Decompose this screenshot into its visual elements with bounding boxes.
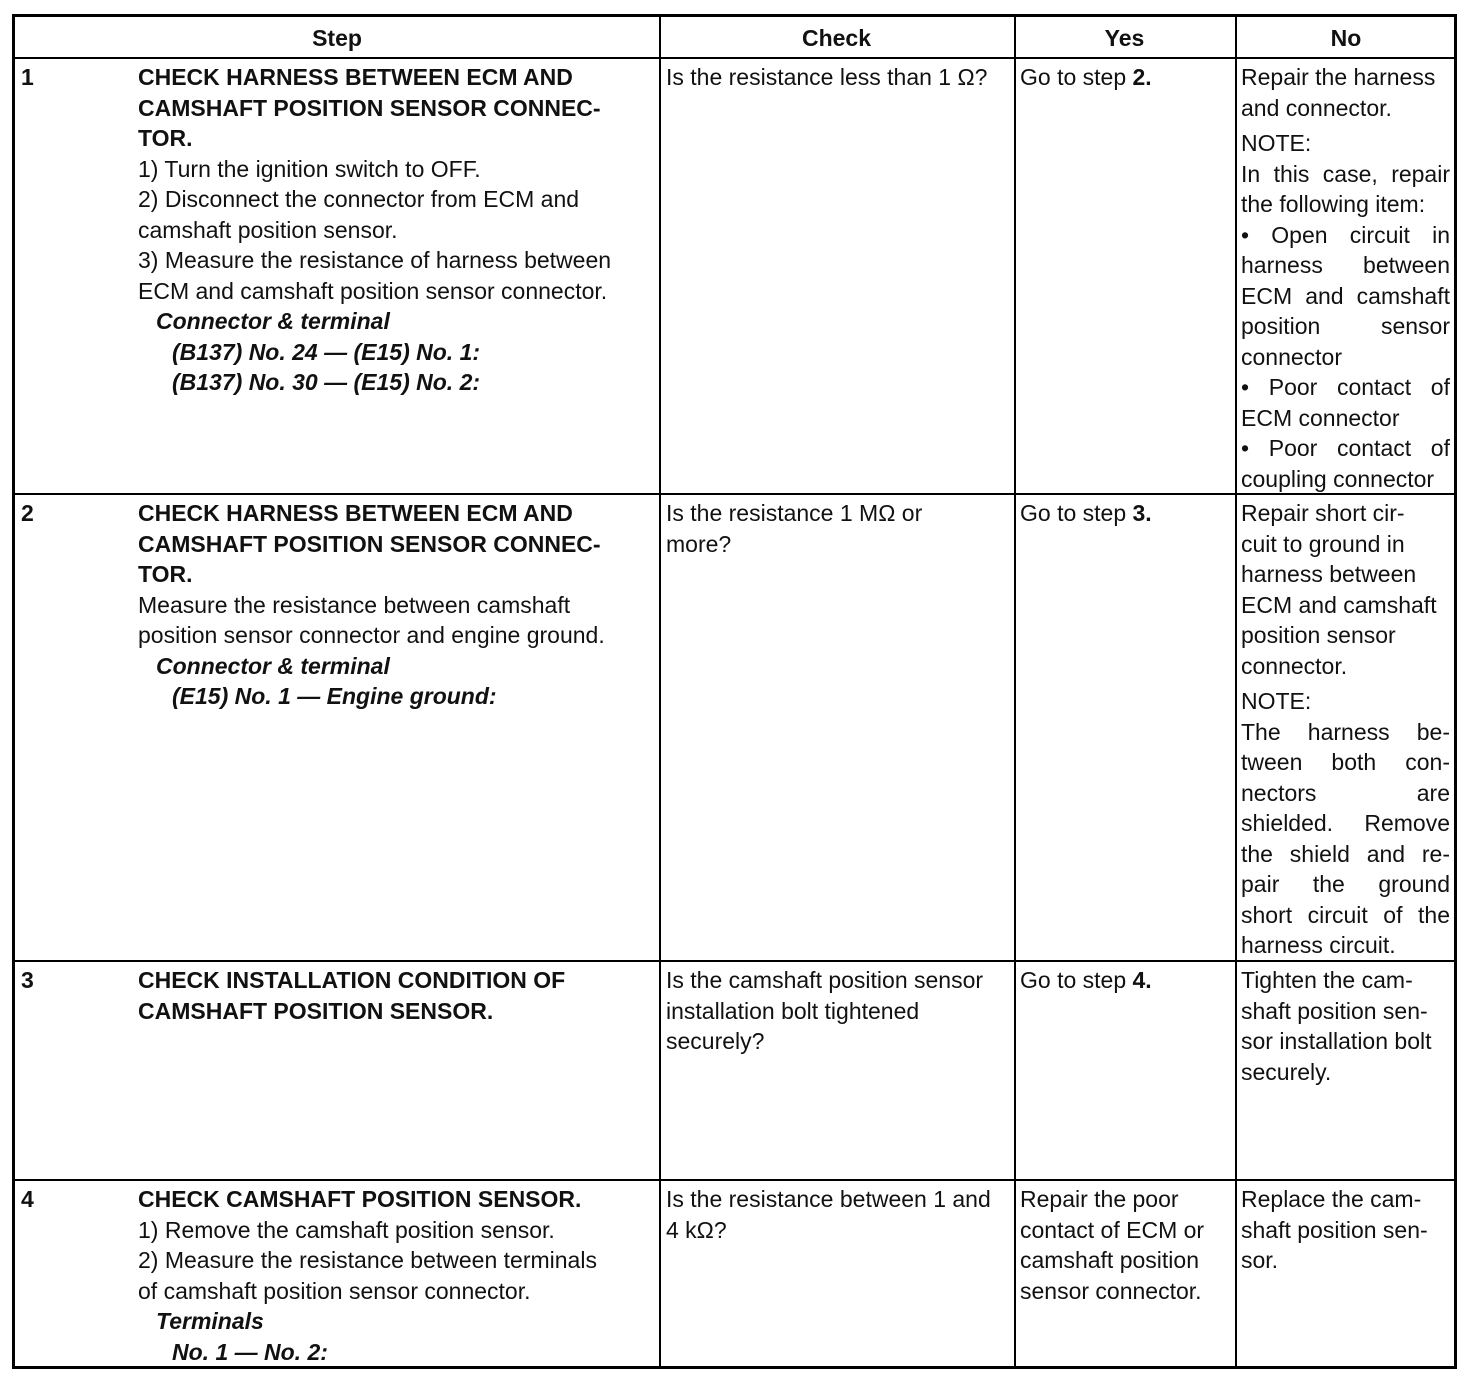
no-line: securely. (1241, 1058, 1332, 1085)
step-description (138, 62, 658, 398)
no-action (1241, 62, 1450, 494)
step-body-line: 2) Measure the resistance between terminals (138, 1247, 597, 1273)
yes-line: contact of ECM or (1020, 1216, 1205, 1243)
check-line: more? (666, 530, 732, 557)
header-no: No (1330, 25, 1362, 51)
check-line: Is the camshaft position sensor (666, 967, 984, 993)
no-line: cuit to ground in (1241, 530, 1405, 557)
check-question (666, 498, 1008, 559)
check-line: Is the resistance less than 1 Ω? (666, 64, 988, 90)
step-body-line: 2) Disconnect the connector from ECM and (138, 186, 580, 212)
yes-step-ref: 2. (1132, 64, 1152, 90)
no-line: Repair the harness (1241, 64, 1436, 90)
connector-label: Connector & terminal (156, 652, 390, 679)
step-title-line: CAMSHAFT POSITION SENSOR CONNEC- (138, 530, 601, 557)
check-line: securely? (666, 1028, 765, 1054)
note-line: short circuit of the (1241, 901, 1450, 928)
header-check: Check (801, 25, 872, 51)
no-line: position sensor (1241, 622, 1396, 648)
step-title-line: TOR. (138, 125, 193, 151)
step-number: 1 (21, 64, 34, 90)
note-label: NOTE: (1241, 688, 1312, 714)
header-step: Step (312, 25, 362, 51)
note-line: ECM connector (1241, 404, 1400, 431)
note-line: In this case, repair (1241, 160, 1450, 187)
step-description (138, 1184, 658, 1367)
note-line: tween both con- (1241, 749, 1450, 775)
check-line: 4 kΩ? (666, 1216, 727, 1243)
note-line: • Open circuit in (1241, 221, 1450, 248)
no-line: shaft position sen- (1241, 997, 1428, 1024)
yes-action (1020, 62, 1230, 93)
step-body-line: position sensor connector and engine ground. (138, 622, 605, 648)
diagnostic-table (12, 14, 1457, 1369)
note-line: coupling connector (1241, 465, 1435, 492)
yes-action (1020, 498, 1230, 529)
no-action (1241, 1184, 1450, 1276)
note-line: harness circuit. (1241, 932, 1396, 958)
terminal-spec: (B137) No. 30 — (E15) No. 2: (172, 369, 481, 395)
yes-action (1020, 965, 1230, 996)
connector-label: Terminals (156, 1308, 264, 1334)
step-number: 2 (21, 500, 34, 526)
step-title-line: CHECK HARNESS BETWEEN ECM AND (138, 64, 573, 90)
note-label: NOTE: (1241, 130, 1312, 156)
connector-label: Connector & terminal (156, 308, 390, 334)
no-line: shaft position sen- (1241, 1216, 1428, 1243)
row-divider (15, 57, 1454, 59)
note-line: the following item: (1241, 191, 1426, 217)
no-line: Repair short cir- (1241, 500, 1405, 526)
yes-text: Go to step (1020, 64, 1133, 90)
step-body-line: 3) Measure the resistance of harness between (138, 247, 612, 273)
header-yes: Yes (1104, 25, 1145, 51)
yes-step-ref: 4. (1132, 967, 1152, 993)
step-body-line: ECM and camshaft position sensor connector. (138, 277, 608, 304)
note-line: position sensor (1241, 313, 1450, 339)
yes-action (1020, 1184, 1230, 1306)
no-line: and connector. (1241, 94, 1392, 121)
note-line: • Poor contact of (1241, 374, 1450, 400)
no-action (1241, 965, 1450, 1087)
step-number: 3 (21, 967, 34, 993)
yes-line: sensor connector. (1020, 1277, 1202, 1304)
column-divider (659, 17, 661, 1366)
yes-step-ref: 3. (1132, 500, 1152, 526)
note-line: pair the ground (1241, 871, 1450, 897)
step-title-line: CAMSHAFT POSITION SENSOR CONNEC- (138, 94, 601, 121)
terminal-spec: (E15) No. 1 — Engine ground: (172, 683, 497, 709)
step-title-line: CHECK CAMSHAFT POSITION SENSOR. (138, 1186, 582, 1212)
check-question (666, 965, 1008, 1057)
step-title-line: CHECK HARNESS BETWEEN ECM AND (138, 500, 573, 526)
row-divider (15, 493, 1454, 495)
step-number: 4 (21, 1186, 34, 1212)
note-line: harness between (1241, 252, 1450, 278)
no-line: Tighten the cam- (1241, 967, 1413, 993)
note-line: nectors are (1241, 779, 1450, 806)
check-question (666, 62, 1008, 93)
no-action (1241, 498, 1450, 961)
column-divider (1235, 17, 1237, 1366)
column-divider (1014, 17, 1016, 1366)
yes-text: Go to step (1020, 967, 1133, 993)
step-title-line: CHECK INSTALLATION CONDITION OF (138, 967, 566, 993)
terminal-spec: (B137) No. 24 — (E15) No. 1: (172, 338, 481, 365)
no-line: connector. (1241, 652, 1348, 679)
note-line: The harness be- (1241, 718, 1450, 745)
note-line: ECM and camshaft (1241, 282, 1450, 309)
note-line: • Poor contact of (1241, 435, 1450, 461)
no-line: harness between (1241, 561, 1417, 587)
check-line: Is the resistance between 1 and (666, 1186, 991, 1212)
no-line: Replace the cam- (1241, 1186, 1422, 1212)
no-line: sor installation bolt (1241, 1028, 1432, 1054)
note-line: the shield and re- (1241, 840, 1450, 867)
no-line: sor. (1241, 1247, 1279, 1273)
step-description (138, 965, 658, 1026)
yes-line: Repair the poor (1020, 1186, 1179, 1212)
row-divider (15, 1179, 1454, 1181)
step-description (138, 498, 658, 712)
terminal-spec: No. 1 — No. 2: (172, 1338, 328, 1365)
row-divider (15, 960, 1454, 962)
step-title-line: CAMSHAFT POSITION SENSOR. (138, 997, 494, 1024)
note-line: shielded. Remove (1241, 810, 1450, 836)
step-body-line: 1) Remove the camshaft position sensor. (138, 1216, 555, 1243)
step-body-line: of camshaft position sensor connector. (138, 1277, 531, 1304)
step-body-line: 1) Turn the ignition switch to OFF. (138, 155, 481, 182)
check-question (666, 1184, 1008, 1245)
step-body-line: Measure the resistance between camshaft (138, 591, 571, 618)
check-line: installation bolt tightened (666, 997, 920, 1024)
yes-text: Go to step (1020, 500, 1133, 526)
check-line: Is the resistance 1 MΩ or (666, 500, 923, 526)
step-title-line: TOR. (138, 561, 193, 587)
step-body-line: camshaft position sensor. (138, 216, 398, 243)
note-line: connector (1241, 343, 1343, 370)
yes-line: camshaft position (1020, 1247, 1199, 1273)
no-line: ECM and camshaft (1241, 591, 1437, 618)
